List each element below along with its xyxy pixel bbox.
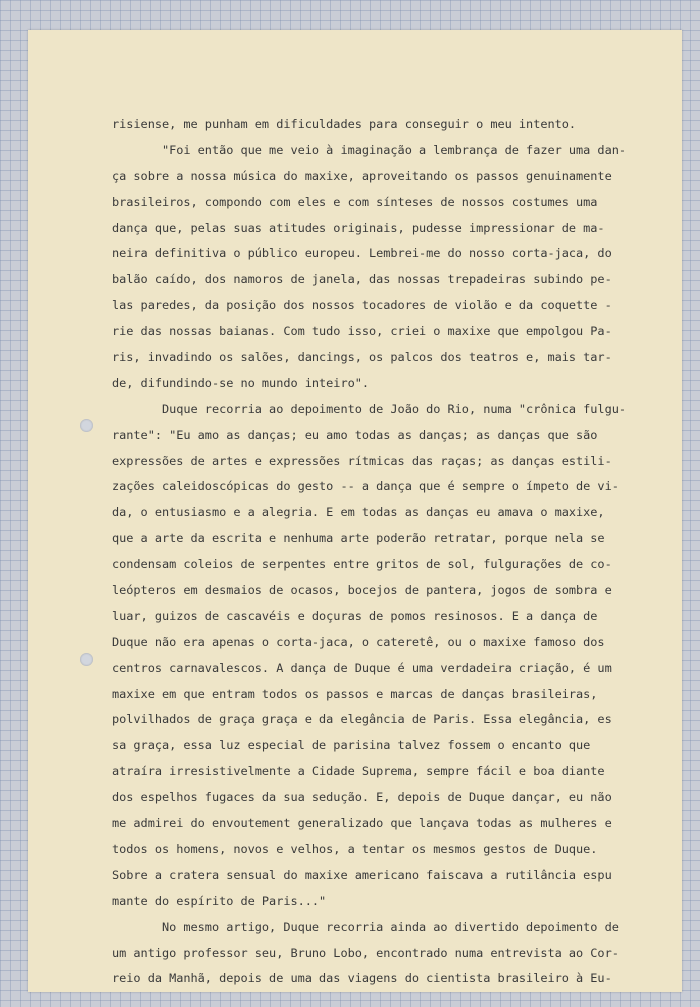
text-line: expressões de artes e expressões rítmicas das raças; as danças estili-: [112, 453, 612, 468]
text-line: sa graça, essa luz especial de parisina talvez fossem o encanto que: [112, 738, 591, 753]
text-line: Duque não era apenas o corta-jaca, o cateretê, ou o maxixe famoso dos: [112, 634, 605, 649]
punch-hole: [80, 419, 93, 432]
text-line: zações caleidoscópicas do gesto -- a dança que é sempre o ímpeto de vi-: [112, 479, 619, 494]
text-line: risiense, me punham em dificuldades para conseguir o meu intento.: [112, 117, 577, 131]
text-line: reio da Manhã, depois de uma das viagens do cientista brasileiro à Eu-: [112, 971, 612, 986]
text-line: me admirei do envoutement generalizado que lançava todas as mulheres e: [112, 816, 612, 831]
text-line: brasileiros, compondo com eles e com sínteses de nossos costumes uma: [112, 194, 598, 209]
text-line: da, o entusiasmo e a alegria. E em todas as danças eu amava o maxixe,: [112, 505, 605, 520]
text-line: luar, guizos de cascavéis e doçuras de pomos resinosos. E a dança de: [112, 608, 598, 623]
text-line: dança que, pelas suas atitudes originais, pudesse impressionar de ma-: [112, 220, 605, 235]
text-line: atraíra irresistivelmente a Cidade Suprema, sempre fácil e boa diante: [112, 764, 605, 779]
text-line: Sobre a cratera sensual do maxixe americano faiscava a rutilância espu: [112, 867, 612, 882]
typewritten-page: [28, 30, 682, 992]
punch-hole: [80, 653, 93, 666]
text-line: dos espelhos fugaces da sua sedução. E, depois de Duque dançar, eu não: [112, 790, 612, 805]
text-line: las paredes, da posição dos nossos tocadores de violão e da coquette -: [112, 298, 612, 313]
text-line: balão caído, dos namoros de janela, das nossas trepadeiras subindo pe-: [112, 272, 612, 287]
text-line: que a arte da escrita e nenhuma arte poderão retratar, porque nela se: [112, 531, 605, 546]
text-line: ris, invadindo os salões, dancings, os palcos dos teatros e, mais tar-: [112, 350, 612, 365]
text-line: leópteros em desmaios de ocasos, bocejos de pantera, jogos de sombra e: [112, 583, 612, 598]
text-line: maxixe em que entram todos os passos e marcas de danças brasileiras,: [112, 686, 598, 701]
page-text: [112, 112, 672, 992]
text-line: rante": "Eu amo as danças; eu amo todas as danças; as danças que são: [112, 427, 598, 442]
text-line: neira definitiva o público europeu. Lembrei-me do nosso corta-jaca, do: [112, 246, 612, 261]
text-line: condensam coleios de serpentes entre gritos de sol, fulgurações de co-: [112, 557, 612, 572]
text-line: No mesmo artigo, Duque recorria ainda ao divertido depoimento de: [112, 919, 619, 934]
text-line: ça sobre a nossa música do maxixe, aproveitando os passos genuinamente: [112, 168, 612, 183]
text-line: todos os homens, novos e velhos, a tentar os mesmos gestos de Duque.: [112, 841, 598, 856]
text-line: "Foi então que me veio à imaginação a lembrança de fazer uma dan-: [112, 142, 626, 157]
text-line: de, difundindo-se no mundo inteiro".: [112, 375, 369, 390]
text-line: polvilhados de graça graça e da elegância de Paris. Essa elegância, es: [112, 712, 612, 727]
text-line: Duque recorria ao depoimento de João do Rio, numa "crônica fulgu-: [112, 401, 626, 416]
text-line: mante do espírito de Paris...": [112, 893, 327, 908]
text-line: um antigo professor seu, Bruno Lobo, encontrado numa entrevista ao Cor-: [112, 945, 619, 960]
text-line: centros carnavalescos. A dança de Duque é uma verdadeira criação, é um: [112, 660, 612, 675]
text-line: rie das nossas baianas. Com tudo isso, criei o maxixe que empolgou Pa-: [112, 324, 612, 339]
